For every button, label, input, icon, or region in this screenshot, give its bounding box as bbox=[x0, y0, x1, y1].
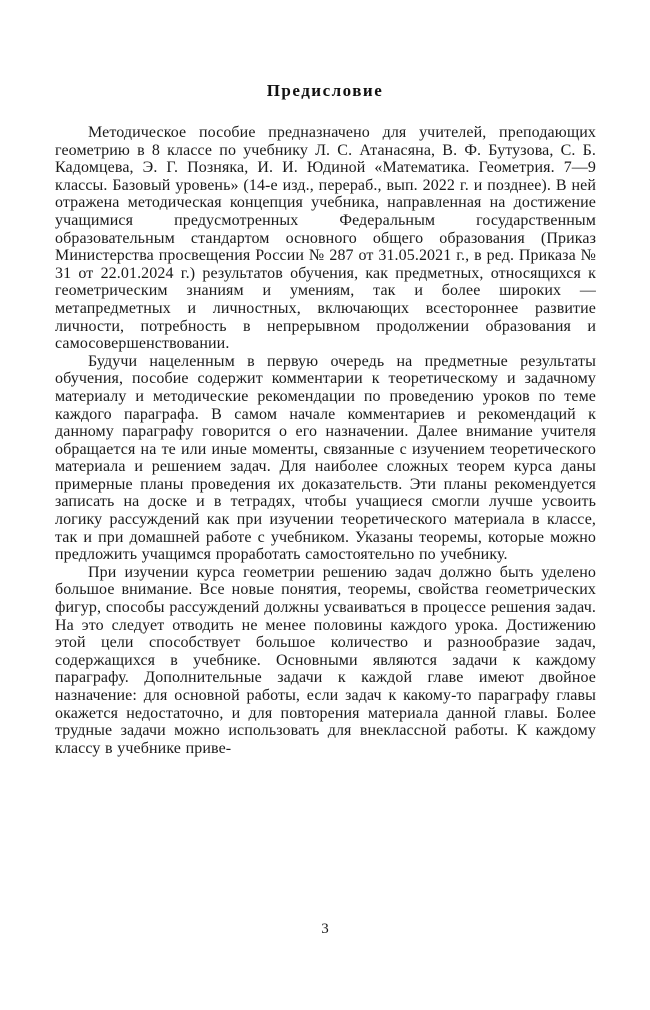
paragraph-1: Методическое пособие предназначено для учителей, преподающих геометрию в 8 классе по учебнику Л. С. Атанасяна, В. Ф. Бутузова, С. Б. Кадомцева, Э. Г. Позняка, И. И. Юдиной «Математика. Геометрия. 7—9 классы. Базовый уровень» (14-е изд., перераб., вып. 2022 г. и позднее). В ней отражена методическая концепция учебника, направленная на достижение учащимися предусмотренных Федеральным государственным образовательным стандартом основного общего образования (Приказ Министерства просвещения России № 287 от 31.05.2021 г., в ред. Приказа № 31 от 22.01.2024 г.) результатов обучения, как предметных, относящихся к геометрическим знаниям и умениям, так и более широких — метапредметных и личностных, включающих всестороннее развитие личности, потребность в непрерывном продолжении образования и самосовершенствовании. bbox=[55, 124, 596, 353]
paragraph-3: При изучении курса геометрии решению задач должно быть уделено большое внимание. Все новые понятия, теоремы, свойства геометрических фигур, способы рассуждений должны усваиваться в процессе решения задач. На это следует отводить не менее половины каждого урока. Достижению этой цели способствует большое количество и разнообразие задач, содержащихся в учебнике. Основными являются задачи к каждому параграфу. Дополнительные задачи к каждой главе имеют двойное назначение: для основной работы, если задач к какому-то параграфу главы окажется недостаточно, и для повторения материала данной главы. Более трудные задачи можно использовать для внеклассной работы. К каждому классу в учебнике приве- bbox=[55, 563, 596, 757]
page-title: Предисловие bbox=[266, 81, 384, 100]
page-body bbox=[55, 124, 596, 757]
paragraph-2: Будучи нацеленным в первую очередь на предметные результаты обучения, пособие содержит комментарии к теоретическому и задачному материалу и методические рекомендации по проведению уроков по теме каждого параграфа. В самом начале комментариев и рекомендаций к данному параграфу говорится о его назначении. Далее внимание учителя обращается на те или иные моменты, связанные с изучением теоретического материала и решением задач. Для наиболее сложных теорем курса даны примерные планы проведения их доказательств. Эти планы рекомендуется записать на доске и в тетрадях, чтобы учащиеся смогли лучше усвоить логику рассуждений как при изучении теоретического материала в классе, так и при домашней работе с учебником. Указаны теоремы, которые можно предложить учащимся проработать самостоятельно по учебнику. bbox=[55, 352, 596, 564]
page-number: 3 bbox=[321, 921, 329, 937]
